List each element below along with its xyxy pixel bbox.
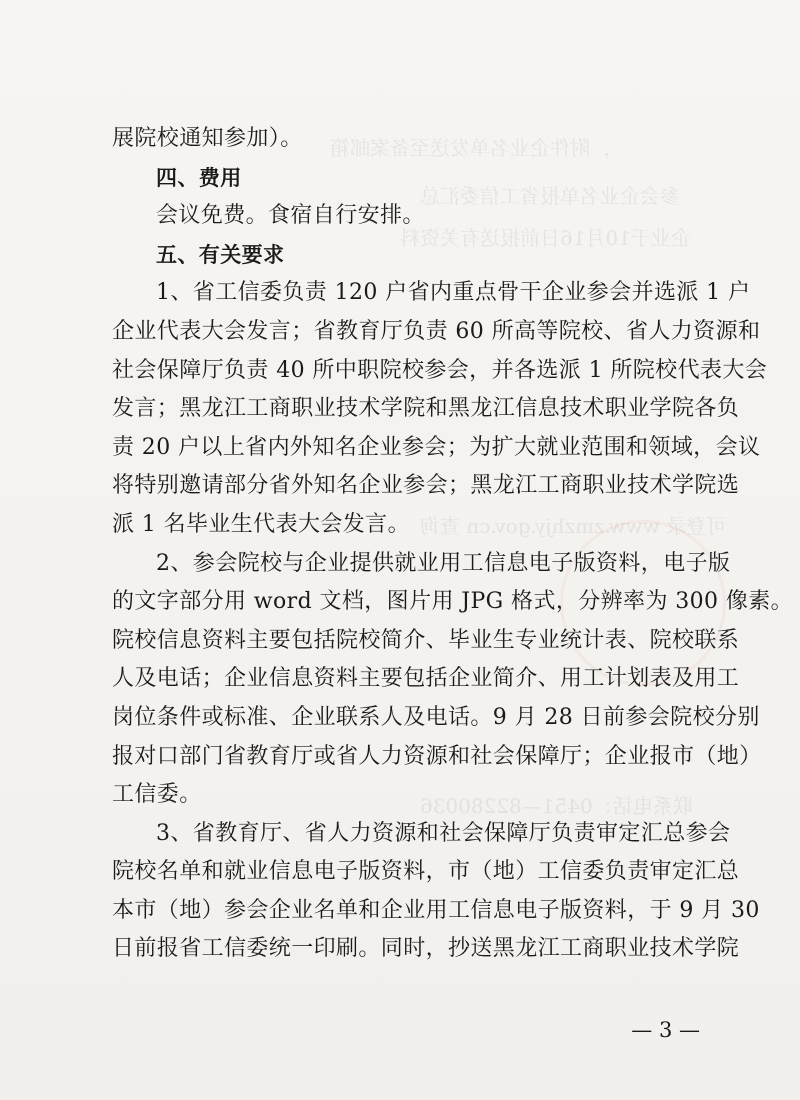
paragraph-line: 会议免费。食宿自行安排。 (156, 203, 425, 229)
text-line: 将特别邀请部分省外知名企业参会；黑龙江工商职业技术学院选 (112, 473, 740, 499)
bleed-through-text: 可登录 www.zmzhjy.gov.cn 查询 (420, 514, 727, 538)
section-heading: 五、有关要求 (156, 242, 285, 267)
text-line: 报对口部门省教育厅或省人力资源和社会保障厅；企业报市（地） (112, 743, 762, 769)
bleed-through-text: 参会企业名单报省工信委汇总 (420, 184, 680, 208)
text-line: 院校信息资料主要包括院校简介、毕业生专业统计表、院校联系 (112, 627, 740, 653)
section-heading: 四、费用 (156, 165, 242, 190)
paragraph-first-line: 1、省工信委负责 120 户省内重点骨干企业参会并选派 1 户 (156, 280, 751, 306)
document-body (112, 120, 794, 969)
page-number: — 3 — (631, 1018, 700, 1042)
bleed-through-text: 企业于10月16日前报送有关资料 (400, 226, 691, 250)
text-line: 本市（地）参会企业名单和企业用工信息电子版资料，于 9 月 30 (112, 897, 760, 923)
text-line: 院校名单和就业信息电子版资料，市（地）工信委负责审定汇总 (112, 859, 740, 885)
text-line: 发言；黑龙江工商职业技术学院和黑龙江信息技术职业学院各负 (112, 396, 740, 422)
paragraph-last-line: 展院校通知参加）。 (112, 126, 303, 151)
paragraph-last-line: 工信委。 (112, 782, 202, 808)
text-line: 社会保障厅负责 40 所中职院校参会，并各选派 1 所院校代表大会 (112, 357, 768, 383)
text-line: 日前报省工信委统一印刷。同时，抄送黑龙江工商职业技术学院 (112, 936, 740, 962)
text-line: 责 20 户以上省内外知名企业参会；为扩大就业范围和领域，会议 (112, 434, 761, 460)
bleed-through-text: 联系电话：0451—82280036 (420, 794, 693, 818)
text-line: 岗位条件或标准、企业联系人及电话。9 月 28 日前参会院校分别 (112, 704, 760, 730)
text-line: 人及电话；企业信息资料主要包括企业简介、用工计划表及用工 (112, 666, 740, 692)
paragraph-last-line: 派 1 名毕业生代表大会发言。 (112, 511, 410, 537)
paragraph-first-line: 3、省教育厅、省人力资源和社会保障厅负责审定汇总参会 (156, 820, 731, 846)
text-line: 企业代表大会发言；省教育厅负责 60 所高等院校、省人力资源和 (112, 318, 761, 344)
bleed-through-text: ，附件企业名单发送至备案邮箱 (330, 136, 610, 160)
paragraph-first-line: 2、参会院校与企业提供就业用工信息电子版资料，电子版 (156, 550, 731, 576)
text-line: 的文字部分用 word 文档，图片用 JPG 格式，分辨率为 300 像素。 (112, 589, 794, 615)
